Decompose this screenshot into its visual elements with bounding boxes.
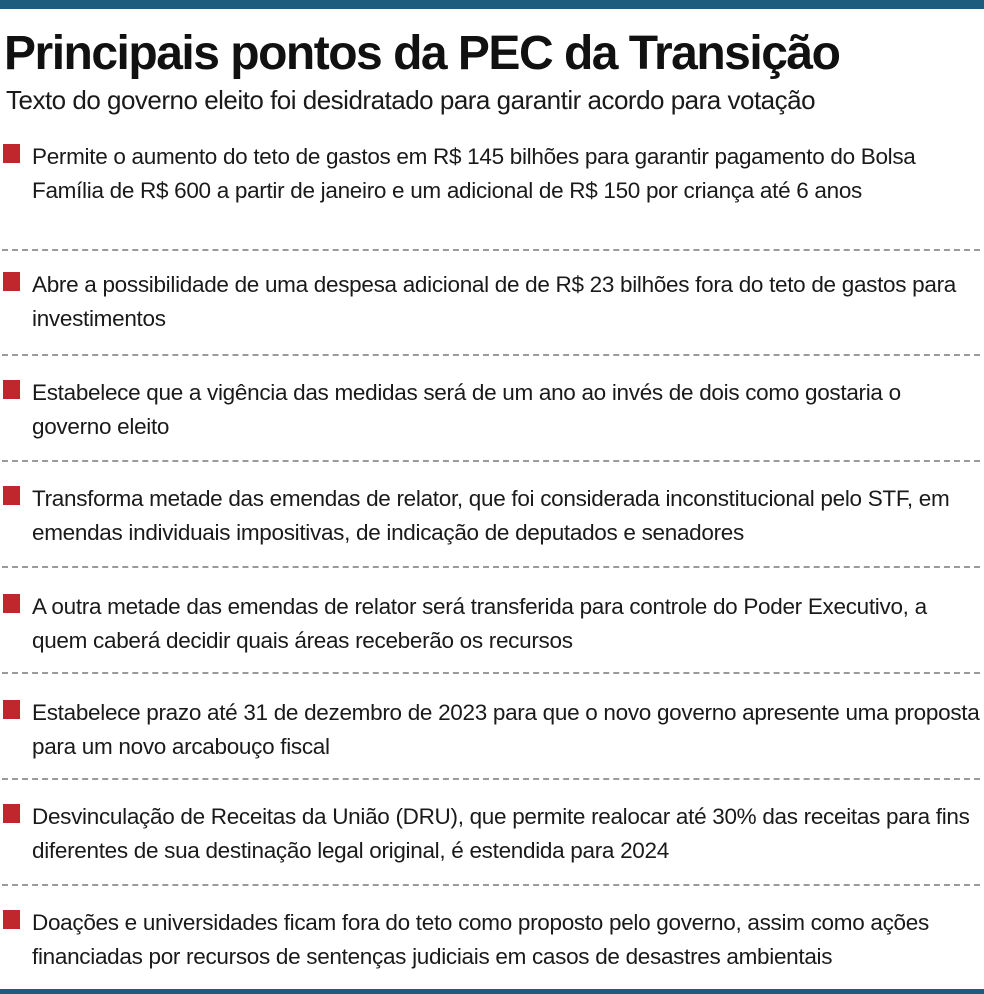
dashed-divider [2, 672, 980, 674]
top-accent-rule [0, 0, 984, 9]
bullet-square-icon [3, 272, 20, 291]
page-subtitle: Texto do governo eleito foi desidratado para garantir acordo para votação [6, 85, 816, 115]
dashed-divider [2, 249, 980, 251]
bullet-square-icon [3, 380, 20, 399]
list-item-text: Abre a possibilidade de uma despesa adicional de de R$ 23 bilhões fora do teto de gastos para investimentos [32, 272, 957, 331]
bullet-square-icon [3, 144, 20, 163]
list-item-text: Doações e universidades ficam fora do teto como proposto pelo governo, assim como ações financiadas por recursos de sentenças judiciais em casos de desastres ambientais [32, 910, 929, 969]
list-item-text: Estabelece prazo até 31 de dezembro de 2023 para que o novo governo apresente uma proposta para um novo arcabouço fiscal [32, 700, 980, 759]
list-item-text: Desvinculação de Receitas da União (DRU), que permite realocar até 30% das receitas para fins diferentes de sua destinação legal original, é estendida para 2024 [32, 804, 970, 863]
bullet-square-icon [3, 700, 20, 719]
list-item-text: Transforma metade das emendas de relator, que foi considerada inconstitucional pelo STF, em emendas individuais impositivas, de indicação de deputados e senadores [32, 486, 950, 545]
bullet-square-icon [3, 594, 20, 613]
page-title: Principais pontos da PEC da Transição [4, 27, 840, 80]
dashed-divider [2, 354, 980, 356]
bullet-square-icon [3, 486, 20, 505]
dashed-divider [2, 460, 980, 462]
bullet-square-icon [3, 804, 20, 823]
list-item-text: A outra metade das emendas de relator será transferida para controle do Poder Executivo, a quem caberá decidir quais áreas receberão os recursos [32, 594, 927, 653]
dashed-divider [2, 778, 980, 780]
bullet-square-icon [3, 910, 20, 929]
list-item-text: Permite o aumento do teto de gastos em R$ 145 bilhões para garantir pagamento do Bolsa Família de R$ 600 a partir de janeiro e um adicional de R$ 150 por criança até 6 anos [32, 144, 916, 203]
bottom-accent-rule [0, 989, 984, 994]
list-item-text: Estabelece que a vigência das medidas será de um ano ao invés de dois como gostaria o governo eleito [32, 380, 901, 439]
dashed-divider [2, 566, 980, 568]
dashed-divider [2, 884, 980, 886]
